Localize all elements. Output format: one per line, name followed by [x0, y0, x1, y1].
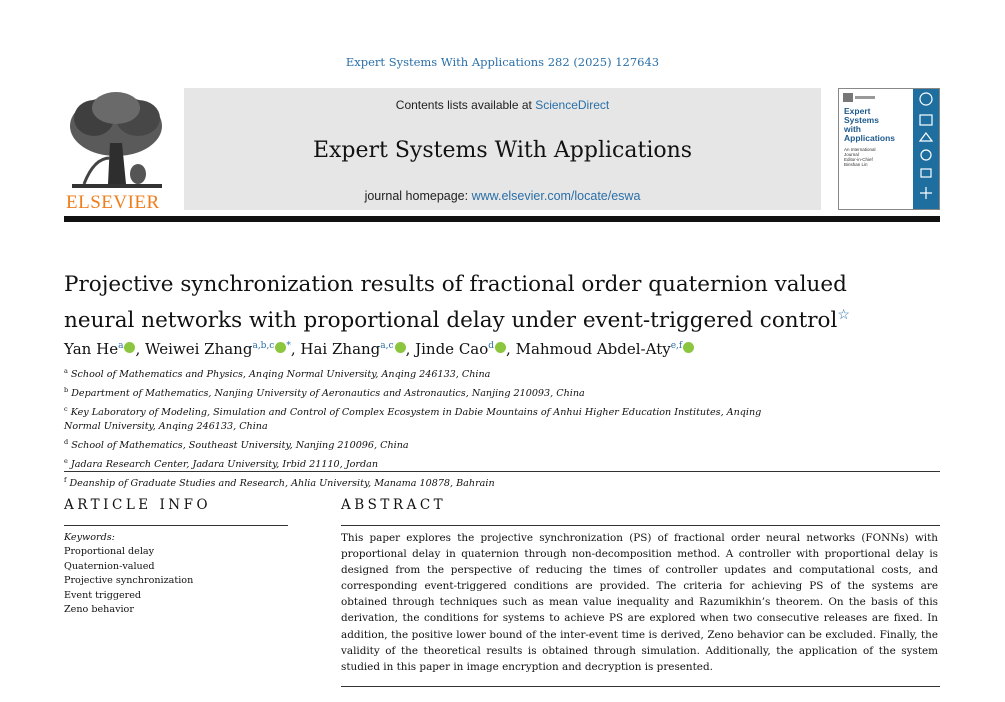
- cover-subtitle-line: Binshan Lin: [844, 162, 868, 167]
- journal-title[interactable]: Expert Systems With Applications: [312, 138, 693, 163]
- cover-title-line: Expert: [844, 106, 871, 116]
- cover-logo-icon: [839, 90, 913, 104]
- keyword-item: Proportional delay: [64, 546, 155, 558]
- cover-subtitle: [844, 147, 876, 167]
- keyword-item: Projective synchronization: [64, 575, 194, 587]
- journal-citation[interactable]: Expert Systems With Applications 282 (2025) 127643: [345, 55, 660, 69]
- affiliation-text: Key Laboratory of Modeling, Simulation and Control of Complex Ecosystem in Dabie Mountains of Anhui Higher Education Institutes, Anqing Normal University, Anqing 246133, China: [64, 406, 762, 433]
- affiliation-item: [64, 473, 774, 492]
- author-name[interactable]: Hai Zhang: [300, 340, 381, 358]
- cover-title: [844, 107, 895, 143]
- affiliation-text: Jadara Research Center, Jadara University, Irbid 21110, Jordan: [70, 458, 379, 470]
- article-info-heading: ARTICLE INFO: [64, 497, 212, 513]
- abstract-rule: [341, 525, 940, 526]
- affiliation-mark: a: [64, 367, 68, 375]
- keyword-item: Quaternion-valued: [64, 560, 155, 572]
- section-divider: [64, 471, 940, 472]
- corresponding-author-mark[interactable]: *: [286, 341, 291, 351]
- affiliation-mark: f: [64, 475, 67, 484]
- homepage-link[interactable]: www.elsevier.com/locate/eswa: [471, 189, 641, 203]
- author-affiliation[interactable]: e,f: [670, 341, 683, 351]
- paper-title-text: neural networks with proportional delay under event-triggered control: [64, 308, 838, 334]
- affiliation-text: School of Mathematics, Southeast University, Nanjing 210096, China: [71, 440, 409, 452]
- article-info-rule: [64, 525, 288, 526]
- cover-subtitle-line: An International: [844, 147, 876, 152]
- affiliation-text: School of Mathematics and Physics, Anqing Normal University, Anqing 246133, China: [70, 369, 491, 381]
- abstract-text: This paper explores the projective synchronization (PS) of fractional order neural networks (FONNs) with proportional delay in quaternion through non-decomposition method. A controller with proportional delay is designed from the perspective of reducing the times of controller updates and computational costs, and corresponding event-triggered conditions are provided. The criteria for achieving PS of the systems are obtained through techniques such as mean value inequality and Razumikhin’s theorem. On the basis of this derivation, the conditions for systems to achieve PS are explored when two consecutive releases are fixed. In addition, the positive lower bound of the inter-event time is derived, Zeno behavior can be excluded. Finally, the validity of the theoretical results is obtained through simulation. Additionally, the application of the system studied in this paper in image encryption and decryption is presented.: [341, 532, 938, 673]
- affiliations: [64, 364, 774, 491]
- paper-title-line-2: [64, 300, 864, 336]
- affiliation-item: [64, 402, 774, 435]
- author-name[interactable]: Weiwei Zhang: [145, 340, 253, 358]
- cover-icons: [913, 89, 939, 209]
- contents-line: [184, 98, 821, 112]
- author-name[interactable]: Jinde Cao: [415, 340, 489, 358]
- author-affiliation[interactable]: a: [118, 341, 124, 351]
- title-footnote-star-icon[interactable]: ☆: [837, 307, 850, 323]
- cover-panel: [839, 89, 913, 209]
- cover-title-line: with: [844, 124, 861, 134]
- abstract-bottom-rule: [341, 686, 940, 687]
- keyword-item: Zeno behavior: [64, 604, 134, 616]
- author-name[interactable]: Mahmoud Abdel-Aty: [515, 340, 671, 358]
- keywords-label: Keywords:: [64, 532, 115, 543]
- affiliation-item: [64, 383, 774, 402]
- sciencedirect-link[interactable]: ScienceDirect: [535, 98, 610, 112]
- abstract-heading: ABSTRACT: [341, 497, 447, 513]
- cover-title-line: Systems: [844, 115, 879, 125]
- affiliation-mark: b: [64, 385, 69, 394]
- masthead: [64, 88, 940, 213]
- orcid-icon[interactable]: [395, 342, 406, 353]
- homepage-line: [184, 189, 821, 203]
- elsevier-logo[interactable]: [64, 88, 169, 213]
- masthead-divider: [64, 216, 940, 222]
- cover-title-line: Applications: [844, 133, 896, 143]
- author-affiliation[interactable]: d: [488, 341, 495, 351]
- author-affiliation[interactable]: a,b,c: [252, 341, 275, 351]
- orcid-icon[interactable]: [683, 342, 694, 353]
- homepage-prefix: journal homepage:: [364, 189, 472, 203]
- affiliation-mark: c: [64, 404, 68, 413]
- author-list: Yan He$^a$ , Weiwei Zhang$^{a,b,c}$ *, Hai Zhang$^{a,c}$ , Jinde Cao$^d$ , Mahmoud Abdel-Aty$^{e,f}$: [64, 340, 944, 358]
- affiliation-mark: e: [64, 456, 68, 465]
- elsevier-tree-icon: [64, 88, 169, 192]
- keywords-block: [64, 531, 288, 617]
- journal-cover[interactable]: [838, 88, 940, 210]
- cover-icon-strip: [913, 89, 939, 209]
- cover-subtitle-line: Journal: [844, 152, 859, 157]
- journal-banner: [184, 88, 821, 210]
- publisher-name: ELSEVIER: [66, 192, 160, 213]
- cover-subtitle-line: Editor-in-Chief: [844, 157, 873, 162]
- paper-title-line: Projective synchronization results of fractional order quaternion valued: [64, 272, 847, 297]
- paper-title: [64, 270, 864, 336]
- author-affiliation[interactable]: a,c: [380, 341, 394, 351]
- contents-prefix: Contents lists available at: [395, 98, 536, 112]
- affiliation-text: Department of Mathematics, Nanjing University of Aeronautics and Astronautics, Nanjing 210093, China: [71, 387, 585, 399]
- orcid-icon[interactable]: [124, 342, 135, 353]
- orcid-icon[interactable]: [275, 342, 286, 353]
- affiliation-mark: d: [64, 437, 69, 446]
- affiliation-item: [64, 364, 774, 383]
- affiliation-item: [64, 435, 774, 454]
- affiliation-item: [64, 454, 774, 473]
- orcid-icon[interactable]: [495, 342, 506, 353]
- affiliation-text: Deanship of Graduate Studies and Research, Ahlia University, Manama 10878, Bahrain: [69, 477, 495, 489]
- keyword-item: Event triggered: [64, 589, 142, 601]
- author-name[interactable]: Yan He: [64, 340, 119, 358]
